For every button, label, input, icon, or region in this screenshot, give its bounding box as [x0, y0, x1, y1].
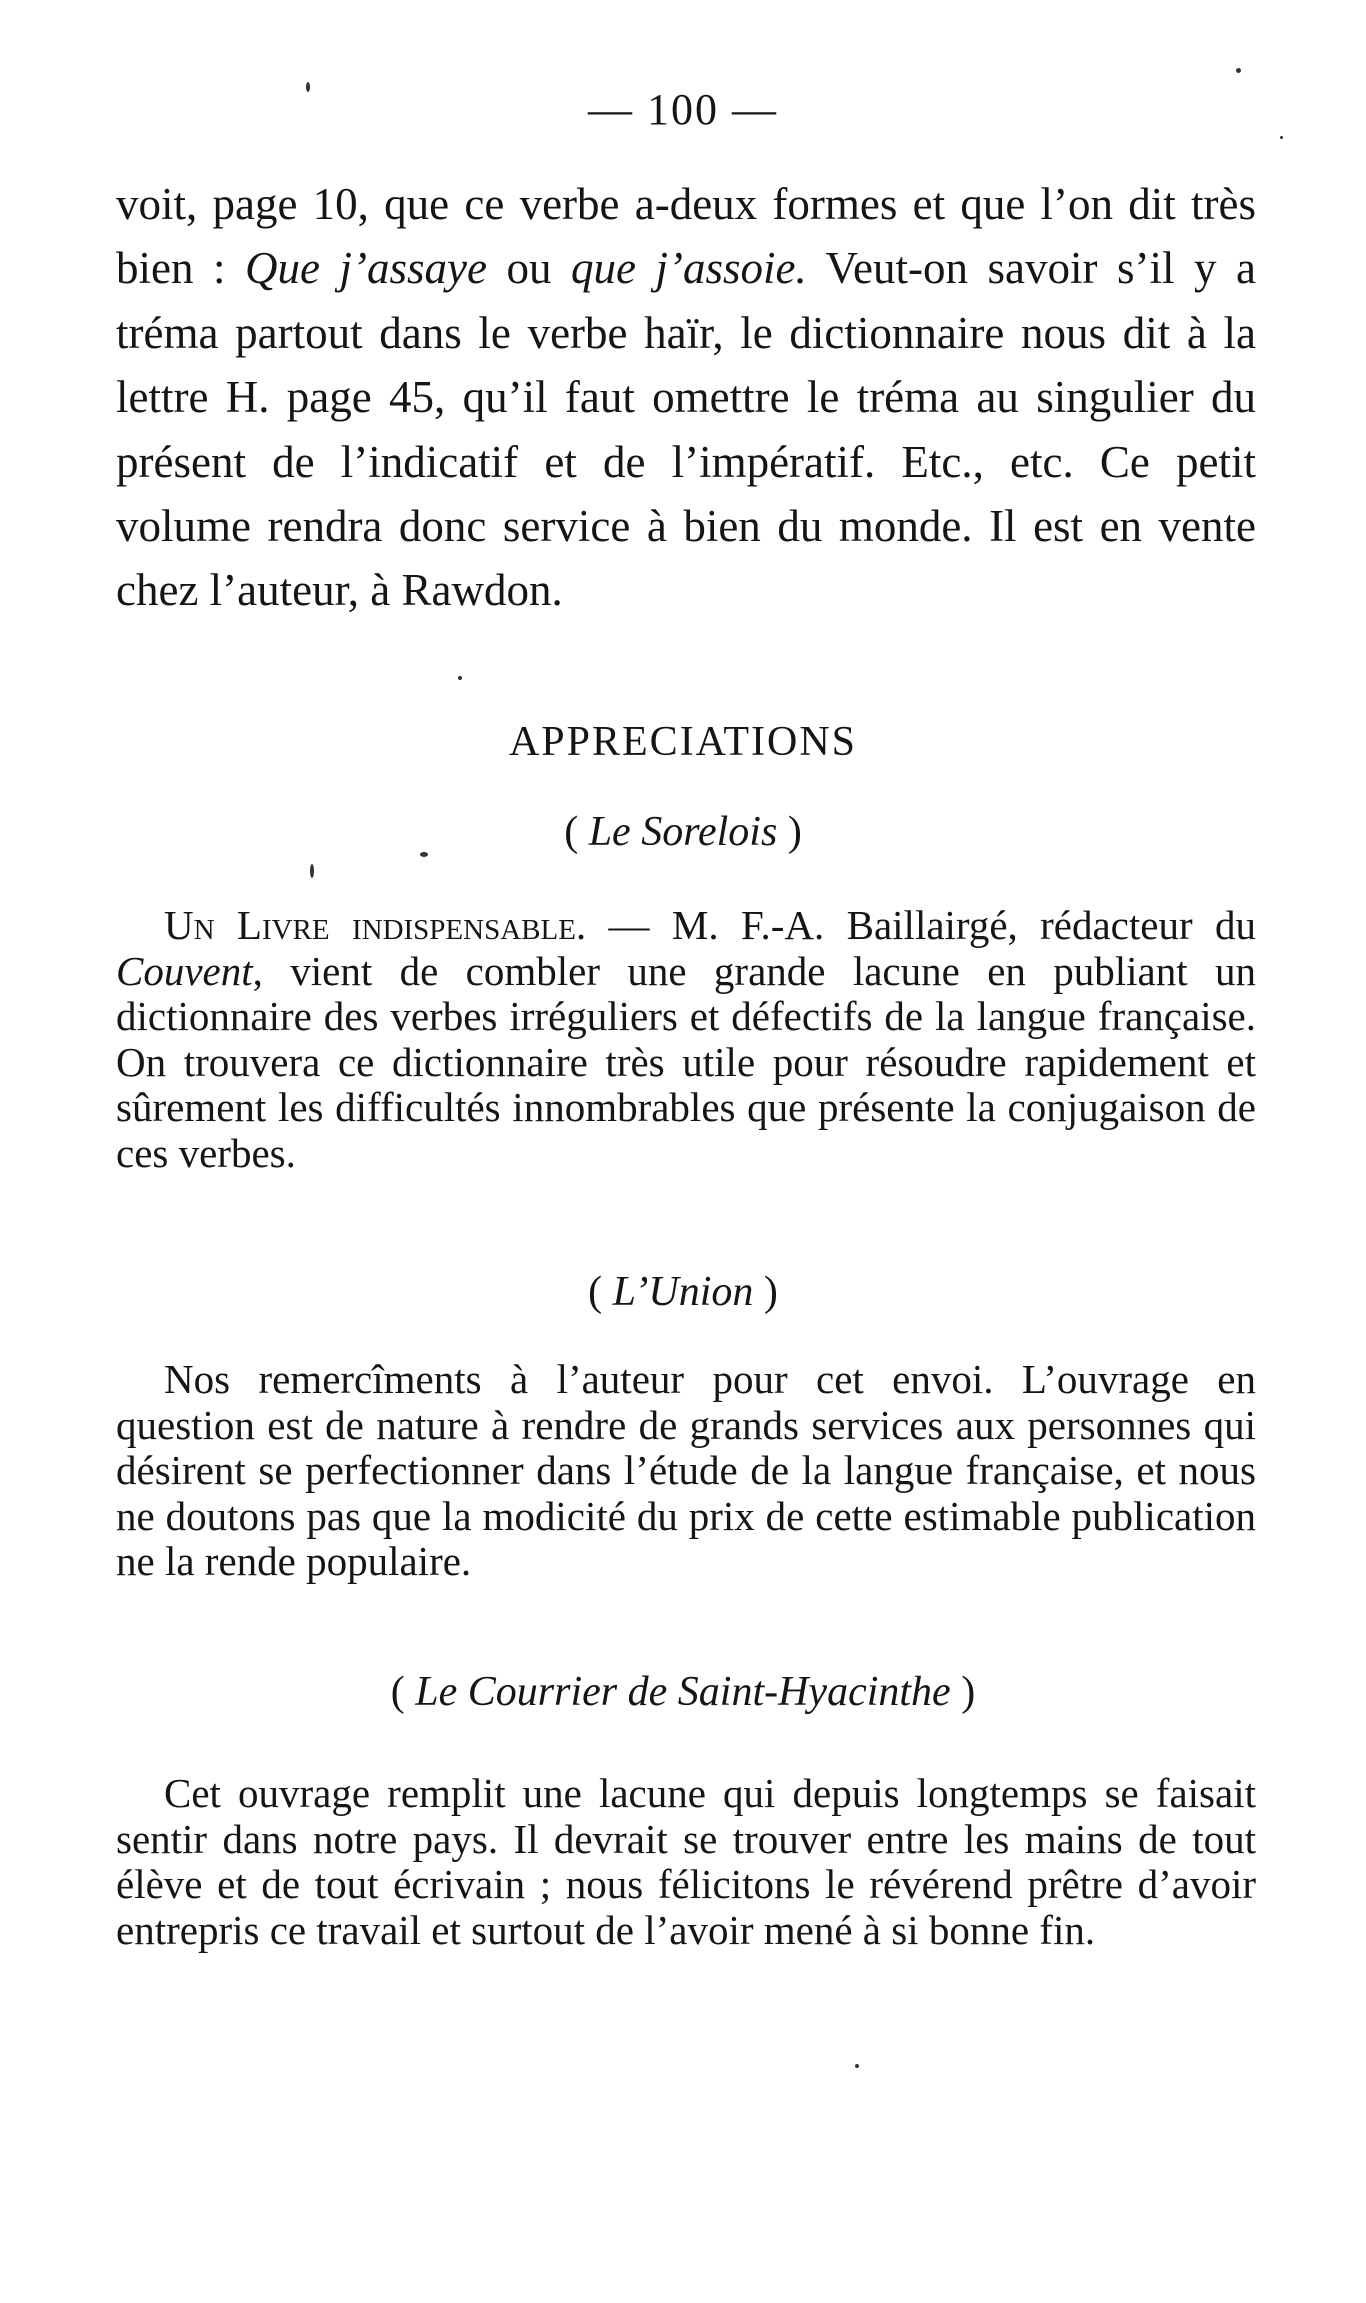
review-text-part: — M. F.-A. Baillairgé, rédacteur du	[586, 902, 1256, 948]
review-italic-couvent: Couvent	[116, 947, 253, 994]
intro-text-ou: ou	[486, 243, 572, 294]
review-lead-smallcaps: Un Livre indispensable.	[164, 902, 587, 948]
review-text-sorelois	[116, 903, 1256, 1177]
source-open-paren: (	[588, 1269, 613, 1315]
source-close-paren: )	[753, 1269, 778, 1315]
print-speck	[306, 82, 310, 92]
print-speck	[310, 864, 314, 878]
source-close-paren: )	[950, 1669, 976, 1715]
source-name: L’Union	[612, 1269, 754, 1315]
review-text-union: Nos remercîments à l’auteur pour cet envoi. L’ouvrage en question est de nature à rendre de grands services aux personnes qui désirent se perfectionner dans l’étude de la langue française, et nous ne doutons pas que la modicité du prix de cette estimable publication ne la rende populaire.	[116, 1356, 1256, 1585]
print-speck	[1236, 68, 1241, 73]
source-name: Le Sorelois	[588, 809, 778, 855]
review-text-courrier: Cet ouvrage remplit une lacune qui depuis longtemps se faisait sentir dans notre pays. Il devrait se trouver entre les mains de tout élève et de tout écrivain ; nous félicitons le révérend prêtre d’avoir entrepris ce travail et surtout de l’avoir mené à si bonne fin.	[116, 1770, 1256, 1953]
print-speck	[458, 676, 462, 680]
source-open-paren: (	[564, 809, 589, 855]
intro-paragraph	[116, 172, 1256, 623]
section-heading: APPRECIATIONS	[508, 719, 858, 765]
review-text-part: , vient de combler une grande lacune en publiant un dictionnaire des verbes irréguliers et défectifs de la langue française. On trouvera ce dictionnaire très utile pour résoudre rapidement et sûrement les difficultés innombrables que présente la conjugaison de ces verbes.	[116, 947, 1256, 1176]
intro-text-end: Veut-on savoir s’il y a tréma partout dans le verbe haïr, le dictionnaire nous dit à la lettre H. page 45, qu’il faut omettre le tréma au singulier du présent de l’indicatif et de l’impératif. Etc., etc. Ce petit volume rendra donc service à bien du monde. Il est en vente chez l’auteur, à Rawdon.	[116, 243, 1256, 616]
source-open-paren: (	[390, 1669, 416, 1715]
print-speck	[1280, 136, 1283, 139]
review-source-courrier	[0, 1668, 1366, 1716]
intro-text-start: voit, page 10, que ce verbe a-deux formes et que l’on dit très bien :	[116, 179, 1256, 294]
print-speck	[420, 852, 428, 857]
print-speck	[855, 2064, 859, 2068]
review-source-union	[0, 1268, 1366, 1316]
intro-italic-que-jassaye: Que j’assaye	[245, 243, 487, 294]
intro-italic-que-jassoie: que j’assoie.	[571, 243, 807, 294]
page-number: — 100 —	[588, 85, 778, 134]
source-close-paren: )	[777, 809, 802, 855]
source-name: Le Courrier de Saint-Hyacinthe	[415, 1669, 951, 1715]
review-source-sorelois	[0, 808, 1366, 856]
